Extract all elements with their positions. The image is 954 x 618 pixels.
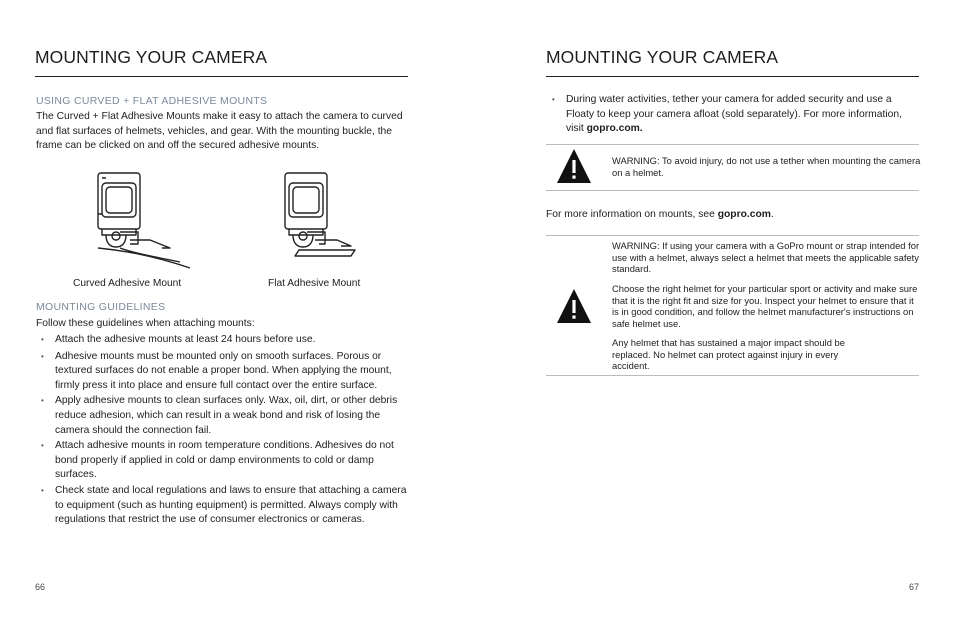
camera-curved-mount-icon — [90, 170, 210, 274]
warning-helmet-fit: Choose the right helmet for your particular sport or activity and make sure that it is the right fit and size for you. Inspect your helmet to ensure that it is in good condition, and follow the helmet manufacturer's instructions on safe helmet use. — [612, 283, 918, 330]
list-item: • Adhesive mounts must be mounted only on smooth surfaces. Porous or textured surfaces do not enable a proper bond. When applying the mount, firmly press it into place and ensure full contact over the entire surface. — [41, 350, 392, 391]
gopro-link-mounts[interactable]: gopro.com — [717, 209, 771, 220]
page-number-left: 66 — [35, 582, 46, 592]
warning-triangle-icon — [556, 288, 592, 324]
list-item: • Apply adhesive mounts to clean surfaces only. Wax, oil, dirt, or other debris reduce adhesion, which can result in a weak bond and risk of losing the camera should the connection fail. — [41, 395, 398, 436]
section-intro-guidelines: Follow these guidelines when attaching mounts: — [36, 318, 255, 329]
section-body-adhesive: The Curved + Flat Adhesive Mounts make it easy to attach the camera to curved and flat surfaces of helmets, vehicles, and gear. With the mounting buckle, the frame can be clicked on and off the secured adhesive mounts. — [36, 111, 403, 152]
warning1-top-rule — [546, 144, 919, 145]
list-item: • Check state and local regulations and laws to ensure that attaching a camera to equipment (such as hunting equipment) is permitted. Always comply with regulations that restrict the use of consumer electronics or cameras. — [41, 484, 407, 526]
warning1-bottom-rule — [546, 190, 919, 191]
page-title-right: MOUNTING YOUR CAMERA — [546, 47, 779, 67]
list-item: • Attach the adhesive mounts at least 24 hours before use. — [41, 334, 316, 345]
warning2-bottom-rule — [546, 375, 919, 376]
title-rule-left — [35, 76, 408, 77]
section-heading-adhesive: USING CURVED + FLAT ADHESIVE MOUNTS — [36, 95, 268, 107]
left-page — [35, 0, 408, 618]
warning-helmet-impact: Any helmet that has sustained a major impact should be replaced. No helmet can protect against injury in every accident. — [612, 337, 845, 372]
list-item: • During water activities, tether your camera for added security and use a Floaty to keep your camera afloat (sold separately). For more information, visit gopro.com. — [552, 94, 902, 135]
tether-list — [546, 93, 902, 137]
caption-flat-mount: Flat Adhesive Mount — [268, 278, 361, 289]
warning2-top-rule — [546, 235, 919, 236]
caption-curved-mount: Curved Adhesive Mount — [73, 278, 182, 289]
list-item: • Attach adhesive mounts in room temperature conditions. Adhesives do not bond properly if applied in cold or damp environments to cold or damp surfaces. — [41, 440, 394, 481]
section-heading-guidelines: MOUNTING GUIDELINES — [36, 301, 166, 313]
right-page — [546, 0, 919, 618]
page-number-right: 67 — [909, 582, 920, 592]
warning-triangle-icon — [556, 148, 592, 184]
more-info-text: For more information on mounts, see gopro.com. — [546, 209, 774, 220]
camera-flat-mount-icon — [279, 170, 399, 274]
warning-helmet-standard: WARNING: If using your camera with a GoPro mount or strap intended for use with a helmet, always select a helmet that meets the applicable safety standard. — [612, 240, 920, 275]
gopro-link[interactable]: gopro.com. — [586, 123, 643, 135]
warning-tether-text: WARNING: To avoid injury, do not use a tether when mounting the camera on a helmet. — [612, 155, 921, 178]
title-rule-right — [546, 76, 919, 77]
guidelines-list — [35, 333, 407, 528]
page-title-left: MOUNTING YOUR CAMERA — [35, 47, 268, 67]
